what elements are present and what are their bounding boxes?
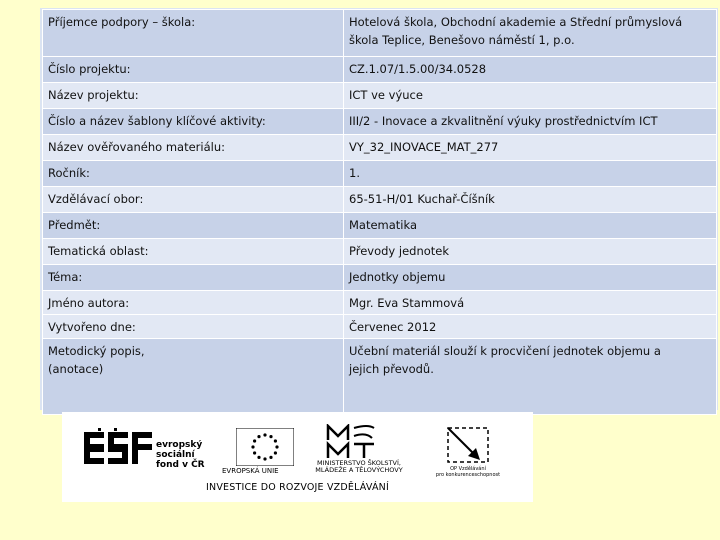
msmt-label: MINISTERSTVO ŠKOLSTVÍ, MLÁDEŽE A TĚLOVÝCHOVY <box>315 459 403 474</box>
table-row <box>43 161 717 187</box>
row-value-field: 65-51-H/01 Kuchař-Číšník <box>344 187 717 213</box>
row-label-grade: Ročník: <box>43 161 344 187</box>
esf-logo-icon <box>84 428 154 468</box>
table-row <box>43 291 717 315</box>
table-row <box>43 265 717 291</box>
row-label-created: Vytvořeno dne: <box>43 315 344 339</box>
row-label-thematic-area: Tematická oblast: <box>43 239 344 265</box>
row-value-subject: Matematika <box>344 213 717 239</box>
esf-label: evropský sociální fond v ČR <box>156 440 205 470</box>
table-row <box>43 109 717 135</box>
row-label-project-number: Číslo projektu: <box>43 57 344 83</box>
table-row <box>43 213 717 239</box>
row-value-author: Mgr. Eva Stammová <box>344 291 717 315</box>
table-row <box>43 135 717 161</box>
row-label-field: Vzdělávací obor: <box>43 187 344 213</box>
row-label-author: Jméno autora: <box>43 291 344 315</box>
row-label-annotation: Metodický popis, (anotace) <box>43 339 344 415</box>
funding-logo-bar <box>62 412 533 502</box>
project-info-table <box>42 9 717 415</box>
row-value-project-number: CZ.1.07/1.5.00/34.0528 <box>344 57 717 83</box>
row-label-recipient: Příjemce podpory – škola: <box>43 10 344 57</box>
table-row <box>43 239 717 265</box>
table-row <box>43 339 717 415</box>
row-value-material-name: VY_32_INOVACE_MAT_277 <box>344 135 717 161</box>
eu-flag-icon <box>236 428 294 466</box>
op-label: OP Vzdělávání pro konkurenceschopnost <box>435 466 501 478</box>
table-row <box>43 187 717 213</box>
row-value-recipient: Hotelová škola, Obchodní akademie a Střední průmyslová škola Teplice, Benešovo náměstí 1, p.o. <box>344 10 717 57</box>
table-row <box>43 57 717 83</box>
row-label-template: Číslo a název šablony klíčové aktivity: <box>43 109 344 135</box>
row-value-thematic-area: Převody jednotek <box>344 239 717 265</box>
row-label-subject: Předmět: <box>43 213 344 239</box>
investment-slogan: INVESTICE DO ROZVOJE VZDĚLÁVÁNÍ <box>206 482 389 493</box>
row-value-created: Červenec 2012 <box>344 315 717 339</box>
row-label-project-name: Název projektu: <box>43 83 344 109</box>
eu-caption: EVROPSKÁ UNIE <box>222 467 279 475</box>
msmt-logo-icon <box>324 424 380 460</box>
row-label-material-name: Název ověřovaného materiálu: <box>43 135 344 161</box>
row-value-annotation: Učební materiál slouží k procvičení jednotek objemu a jejich převodů. <box>344 339 717 415</box>
table-row <box>43 10 717 57</box>
table-row <box>43 83 717 109</box>
op-vzdelavani-logo-icon <box>446 426 492 464</box>
row-value-template: III/2 - Inovace a zkvalitnění výuky prostřednictvím ICT <box>344 109 717 135</box>
row-label-topic: Téma: <box>43 265 344 291</box>
row-value-project-name: ICT ve výuce <box>344 83 717 109</box>
row-value-grade: 1. <box>344 161 717 187</box>
table-row <box>43 315 717 339</box>
row-value-topic: Jednotky objemu <box>344 265 717 291</box>
